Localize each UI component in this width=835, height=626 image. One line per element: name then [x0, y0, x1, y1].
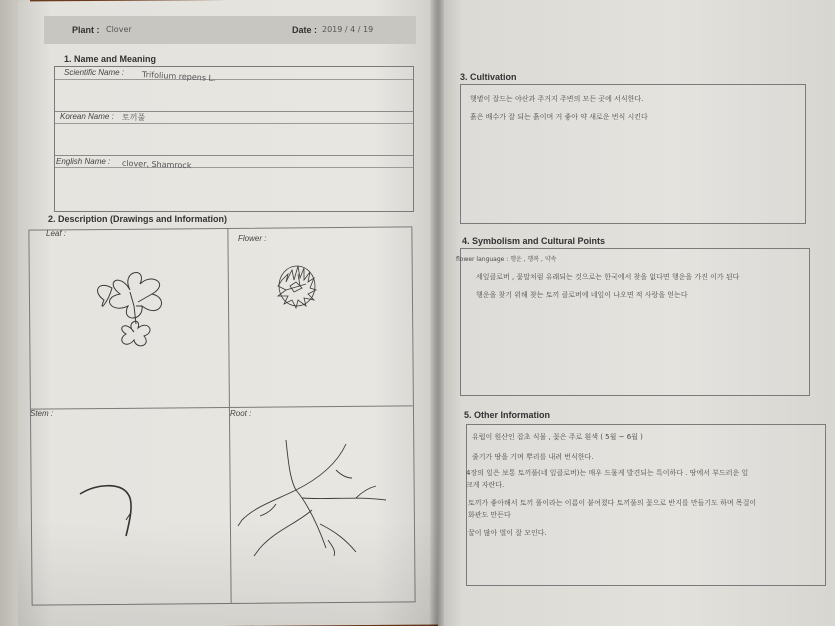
header-bar [44, 16, 416, 44]
other-line-3: 4장의 잎은 보통 토끼풀(네 잎클로버)는 매우 드물게 발견되는 특이하다 . 땅에서 부드러운 잎 [466, 469, 749, 477]
scientific-name-value: Trifolium repens L. [141, 70, 216, 83]
root-label: Root : [230, 409, 252, 418]
date-value: 2019 / 4 / 19 [322, 25, 374, 34]
stem-label: Stem : [30, 409, 54, 418]
other-line-4: 크게 자란다. [466, 481, 505, 489]
plant-value: Clover [106, 25, 132, 34]
section4-title: 4. Symbolism and Cultural Points [462, 236, 606, 246]
section5-title: 5. Other Information [464, 410, 551, 420]
other-line-2: 줄기가 땅을 기며 뿌리를 내려 번식한다. [472, 453, 594, 461]
english-name-label: English Name : [56, 157, 111, 166]
symbolism-box [460, 248, 810, 396]
other-line-5: 토끼가 좋아해서 토끼 풀이라는 이름이 붙여졌다 토끼풀의 꽃으로 반지를 만들기도 하며 목걸이 [468, 499, 757, 507]
cultivation-line-1: 햇볕이 잘드는 야산과 주거지 주변의 모든 곳에 서식한다. [470, 95, 644, 103]
scientific-name-label: Scientific Name : [64, 68, 125, 77]
symbolism-line-1: flower language : 행운 , 행복 , 약속 [456, 256, 557, 263]
section1-title: 1. Name and Meaning [64, 54, 157, 64]
symbolism-line-2: 세잎클로버 , 꽃말처럼 유래되는 것으로는 한국에서 찾을 없다면 행운을 가진 이가 된다 [476, 273, 740, 281]
clover-flower-drawing [272, 260, 322, 312]
date-label: Date : [292, 25, 318, 35]
english-name-value: clover, Shamrock [121, 158, 192, 171]
other-line-1: 유럽이 원산인 잡초 식물 , 꽃은 주로 흰색 ( 5월 ~ 6월 ) [472, 433, 643, 441]
section2-title: 2. Description (Drawings and Information) [48, 214, 228, 224]
other-line-7: 꿀이 많아 벌이 잘 모인다. [468, 529, 547, 537]
clover-leaf-drawing [90, 262, 190, 354]
cultivation-box [460, 84, 806, 224]
korean-name-label: Korean Name : [60, 112, 114, 121]
other-line-6: 화관도 만든다 [468, 511, 511, 519]
flower-label: Flower : [238, 234, 267, 243]
name-meaning-box [54, 66, 414, 212]
section3-title: 3. Cultivation [460, 72, 517, 82]
leaf-label: Leaf : [46, 229, 67, 238]
symbolism-line-3: 행운을 찾기 위해 찾는 토끼 클로버에 네잎이 나오면 적 사랑을 얻는다 [476, 291, 688, 299]
plant-label: Plant : [72, 25, 100, 35]
cultivation-line-2: 흙은 배수가 잘 되는 흙이며 거 좋아 약 새로운 번식 시킨다 [470, 113, 648, 121]
korean-name-value: 토끼풀 [122, 113, 146, 122]
